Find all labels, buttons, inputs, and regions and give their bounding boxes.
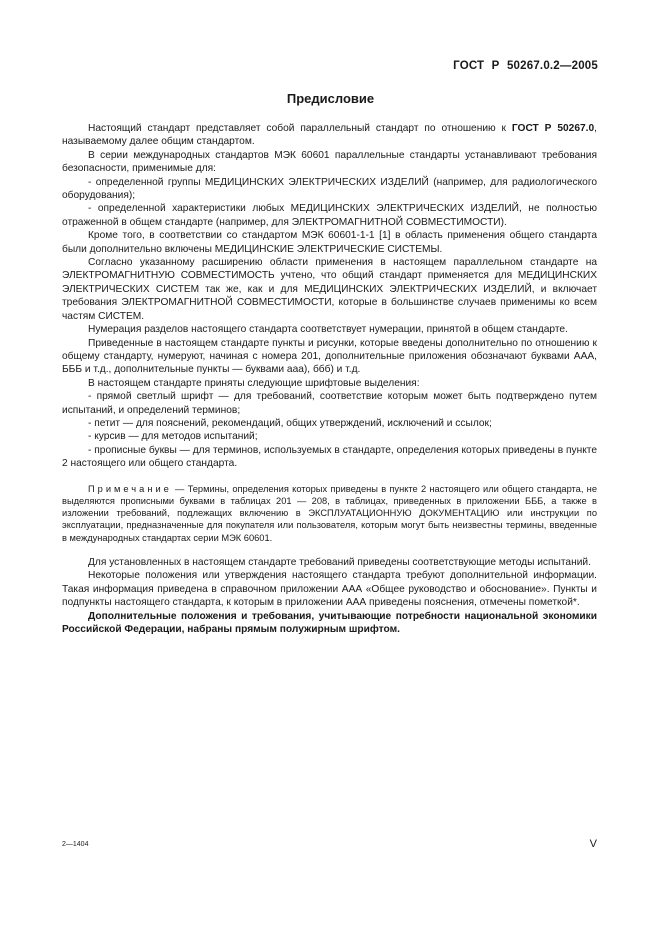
- paragraph: Некоторые положения или утверждения настоящего стандарта требуют дополнительной информации. Такая информация приведена в справочном приложении ААА «Общее руководство и обоснование». Пункты и подпункты настоящего стандарта, к которым в приложении ААА приведены пояснения, отмечены пометкой*.: [62, 570, 597, 609]
- paragraph-bold: Дополнительные положения и требования, учитывающие потребности национальной экономики Российской Федерации, набраны прямым полужирным шрифтом.: [62, 610, 597, 636]
- paragraph-intro: [62, 122, 597, 149]
- standard-header: ГОСТ Р 50267.0.2—2005: [453, 60, 598, 72]
- note: [62, 483, 597, 544]
- list-item: - прямой светлый шрифт — для требований, соответствие которым может быть подтверждено путем испытаний, и определений терминов;: [62, 391, 597, 416]
- list-item: - определенной группы МЕДИЦИНСКИХ ЭЛЕКТРИЧЕСКИХ ИЗДЕЛИЙ (например, для радиологического оборудования);: [62, 176, 597, 202]
- page-title: Предисловие: [286, 91, 375, 106]
- body-text: [62, 122, 597, 636]
- paragraph-intro-start: Настоящий стандарт представляет собой параллельный стандарт по отношению к: [88, 123, 512, 134]
- standard-reference: ГОСТ Р 50267.0: [511, 123, 595, 134]
- paragraph: В серии международных стандартов МЭК 60601 параллельные стандарты устанавливают требования безопасности, применимые для:: [62, 149, 597, 175]
- paragraph: Нумерация разделов настоящего стандарта соответствует нумерации, принятой в общем стандарте.: [88, 324, 568, 336]
- paragraph: Согласно указанному расширению области применения в настоящем параллельном стандарте на ЭЛЕКТРОМАГНИТНУЮ СОВМЕСТИМОСТЬ учтено, что общий стандарт применяется для МЕДИЦИНСКИХ ЭЛЕКТРИЧЕСКИХ СИСТЕМ так же, как и для МЕДИЦИНСКИХ ЭЛЕКТРИЧЕСКИХ ИЗДЕЛИЙ, и включает требования ЭЛЕКТРОМАГНИТНОЙ СОВМЕСТИМОСТИ, которые в большинстве случаев применимы ко всем частям СИСТЕМ.: [62, 257, 597, 322]
- paragraph: Приведенные в настоящем стандарте пункты и рисунки, которые введены дополнительно по отношению к общему стандарту, нумеруют, начиная с номера 201, дополнительные приложения обозначают буквами ААА, БББ и т.д., дополнительные пункты — буквами ааа), ббб) и т.д.: [62, 337, 597, 376]
- print-code: 2—1404: [62, 841, 89, 848]
- list-item: - прописные буквы — для терминов, используемых в стандарте, определения которых приведены в пункте 2 настоящего или общего стандарта.: [62, 444, 597, 470]
- note-text: — Термины, определения которых приведены в пункте 2 настоящего или общего стандарта, не выделяются прописными буквами в таблицах 201 — 208, в таблицах, приведенных в приложении БББ, а также в изложении требований, подлежащих включению в ЭКСПЛУАТАЦИОННУЮ ДОКУМЕНТАЦИЮ или инструкции по эксплуатации, предназначенные для покупателя или пользователя, которым могут быть неизвестны термины, введенные в международных стандартах серии МЭК 60601.: [62, 483, 597, 543]
- list-item: - курсив — для методов испытаний;: [88, 431, 258, 443]
- paragraph: В настоящем стандарте приняты следующие шрифтовые выделения:: [88, 377, 420, 389]
- page-number: V: [589, 838, 597, 850]
- paragraph-intro-end: , называемому далее общим стандартом.: [62, 123, 597, 148]
- paragraph: Для установленных в настоящем стандарте требований приведены соответствующие методы испытаний.: [88, 557, 591, 569]
- paragraph: Кроме того, в соответствии со стандартом МЭК 60601-1-1 [1] в область применения общего стандарта были дополнительно включены МЕДИЦИНСКИЕ ЭЛЕКТРИЧЕСКИЕ СИСТЕМЫ.: [62, 230, 597, 255]
- note-label: Примечание: [88, 483, 172, 494]
- list-item: - определенной характеристики любых МЕДИЦИНСКИХ ЭЛЕКТРИЧЕСКИХ ИЗДЕЛИЙ, не полностью отраженной в общем стандарте (например, для ЭЛЕКТРОМАГНИТНОЙ СОВМЕСТИМОСТИ).: [62, 203, 597, 228]
- list-item: - петит — для пояснений, рекомендаций, общих утверждений, исключений и ссылок;: [88, 417, 492, 429]
